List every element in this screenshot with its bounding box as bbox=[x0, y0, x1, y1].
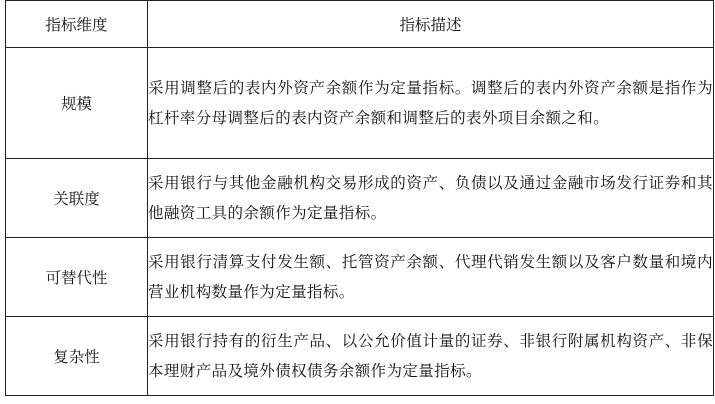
table-row bbox=[6, 48, 714, 159]
dimension-cell: 可替代性 bbox=[6, 238, 148, 317]
description-cell: 采用银行与其他金融机构交易形成的资产、负债以及通过金融市场发行证券和其他融资工具的余额作为定量指标。 bbox=[148, 159, 714, 238]
header-description: 指标描述 bbox=[148, 1, 714, 48]
header-row bbox=[6, 1, 714, 48]
table-row bbox=[6, 317, 714, 396]
table-row bbox=[6, 238, 714, 317]
table-row bbox=[6, 159, 714, 238]
description-cell: 采用银行清算支付发生额、托管资产余额、代理代销发生额以及客户数量和境内营业机构数量作为定量指标。 bbox=[148, 238, 714, 317]
dimension-cell: 复杂性 bbox=[6, 317, 148, 396]
description-cell: 采用调整后的表内外资产余额作为定量指标。调整后的表内外资产余额是指作为杠杆率分母调整后的表内资产余额和调整后的表外项目余额之和。 bbox=[148, 48, 714, 159]
dimension-cell: 规模 bbox=[6, 48, 148, 159]
indicator-table bbox=[5, 0, 714, 396]
description-cell: 采用银行持有的衍生产品、以公允价值计量的证券、非银行附属机构资产、非保本理财产品及境外债权债务余额作为定量指标。 bbox=[148, 317, 714, 396]
header-dimension: 指标维度 bbox=[6, 1, 148, 48]
dimension-cell: 关联度 bbox=[6, 159, 148, 238]
